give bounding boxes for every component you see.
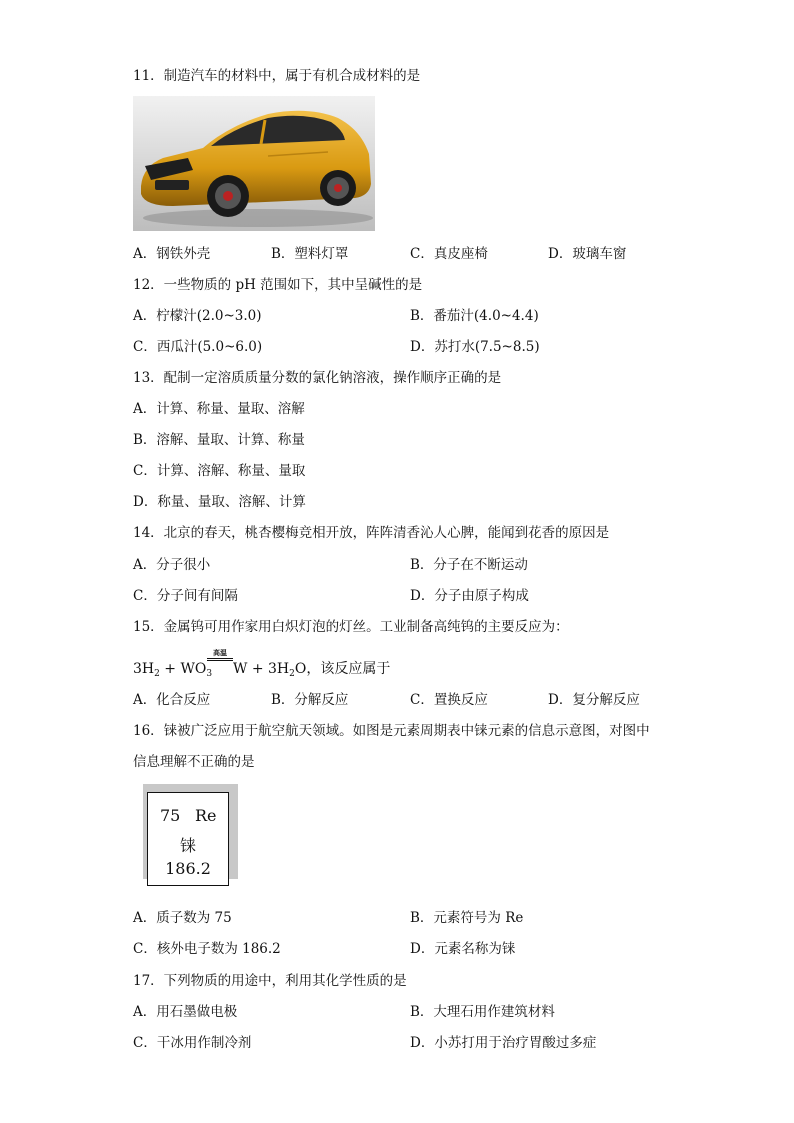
q14-option-a[interactable]: A．分子很小 bbox=[133, 557, 211, 573]
q17-option-a[interactable]: A．用石墨做电极 bbox=[133, 1004, 238, 1020]
q11-stem: 11．制造汽车的材料中，属于有机合成材料的是 bbox=[133, 68, 421, 84]
q17-option-b[interactable]: B．大理石用作建筑材料 bbox=[410, 1004, 555, 1020]
q15-equation bbox=[133, 648, 553, 682]
q11-option-d[interactable]: D．玻璃车窗 bbox=[548, 246, 627, 262]
q17-stem: 17．下列物质的用途中，利用其化学性质的是 bbox=[133, 973, 407, 989]
q17-option-d[interactable]: D．小苏打用于治疗胃酸过多症 bbox=[410, 1035, 597, 1051]
q16-option-a[interactable]: A．质子数为 75 bbox=[133, 910, 232, 926]
q15-stem: 15．金属钨可用作家用白炽灯泡的灯丝。工业制备高纯钨的主要反应为： bbox=[133, 619, 569, 635]
q11-option-b[interactable]: B．塑料灯罩 bbox=[271, 246, 349, 262]
q15-option-b[interactable]: B．分解反应 bbox=[271, 692, 349, 708]
q16-stem-line1: 16．铼被广泛应用于航空航天领域。如图是元素周期表中铼元素的信息示意图，对图中 bbox=[133, 723, 650, 739]
q15-option-d[interactable]: D．复分解反应 bbox=[548, 692, 640, 708]
element-name: 铼 bbox=[179, 836, 196, 855]
q16-option-b[interactable]: B．元素符号为 Re bbox=[410, 910, 524, 926]
equation-reactants: $3H_2 + WO_3$ bbox=[133, 661, 213, 679]
q13-stem: 13．配制一定溶质质量分数的氯化钠溶液，操作顺序正确的是 bbox=[133, 370, 502, 386]
q15-option-c[interactable]: C．置换反应 bbox=[410, 692, 488, 708]
q14-option-c[interactable]: C．分子间有间隔 bbox=[133, 588, 238, 604]
q13-option-c[interactable]: C．计算、溶解、称量、量取 bbox=[133, 463, 306, 479]
q12-option-c[interactable]: C．西瓜汁(5.0~6.0) bbox=[133, 339, 263, 355]
car-illustration-icon bbox=[133, 96, 375, 231]
equation-condition: 高温 bbox=[213, 648, 227, 657]
q16-stem-line2: 信息理解不正确的是 bbox=[133, 754, 255, 770]
element-card bbox=[147, 792, 229, 886]
equation-products: $W + 3H_2O$，该反应属于 bbox=[233, 661, 391, 679]
q13-option-d[interactable]: D．称量、量取、溶解、计算 bbox=[133, 494, 306, 510]
q16-option-d[interactable]: D．元素名称为铼 bbox=[410, 941, 516, 957]
q15-option-a[interactable]: A．化合反应 bbox=[133, 692, 211, 708]
q13-option-b[interactable]: B．溶解、量取、计算、称量 bbox=[133, 432, 305, 448]
q14-stem: 14．北京的春天，桃杏樱梅竞相开放，阵阵清香沁人心脾，能闻到花香的原因是 bbox=[133, 525, 610, 541]
equation-arrow-top bbox=[207, 658, 233, 659]
q13-option-a[interactable]: A．计算、称量、量取、溶解 bbox=[133, 401, 305, 417]
q12-option-a[interactable]: A．柠檬汁(2.0~3.0) bbox=[133, 308, 262, 324]
equation-arrow-bottom bbox=[207, 660, 233, 661]
element-symbol: Re bbox=[195, 806, 217, 825]
q11-option-c[interactable]: C．真皮座椅 bbox=[410, 246, 488, 262]
q12-option-d[interactable]: D．苏打水(7.5~8.5) bbox=[410, 339, 540, 355]
q12-stem: 12．一些物质的 pH 范围如下，其中呈碱性的是 bbox=[133, 277, 423, 293]
car-photo bbox=[133, 96, 375, 231]
q16-option-c[interactable]: C．核外电子数为 186.2 bbox=[133, 941, 281, 957]
q11-option-a[interactable]: A．钢铁外壳 bbox=[133, 246, 211, 262]
q12-option-b[interactable]: B．番茄汁(4.0~4.4) bbox=[410, 308, 539, 324]
q14-option-d[interactable]: D．分子由原子构成 bbox=[410, 588, 529, 604]
element-atomic-number: 75 bbox=[160, 806, 181, 825]
q17-option-c[interactable]: C．干冰用作制冷剂 bbox=[133, 1035, 252, 1051]
q14-option-b[interactable]: B．分子在不断运动 bbox=[410, 557, 528, 573]
element-atomic-mass: 186.2 bbox=[165, 859, 211, 878]
